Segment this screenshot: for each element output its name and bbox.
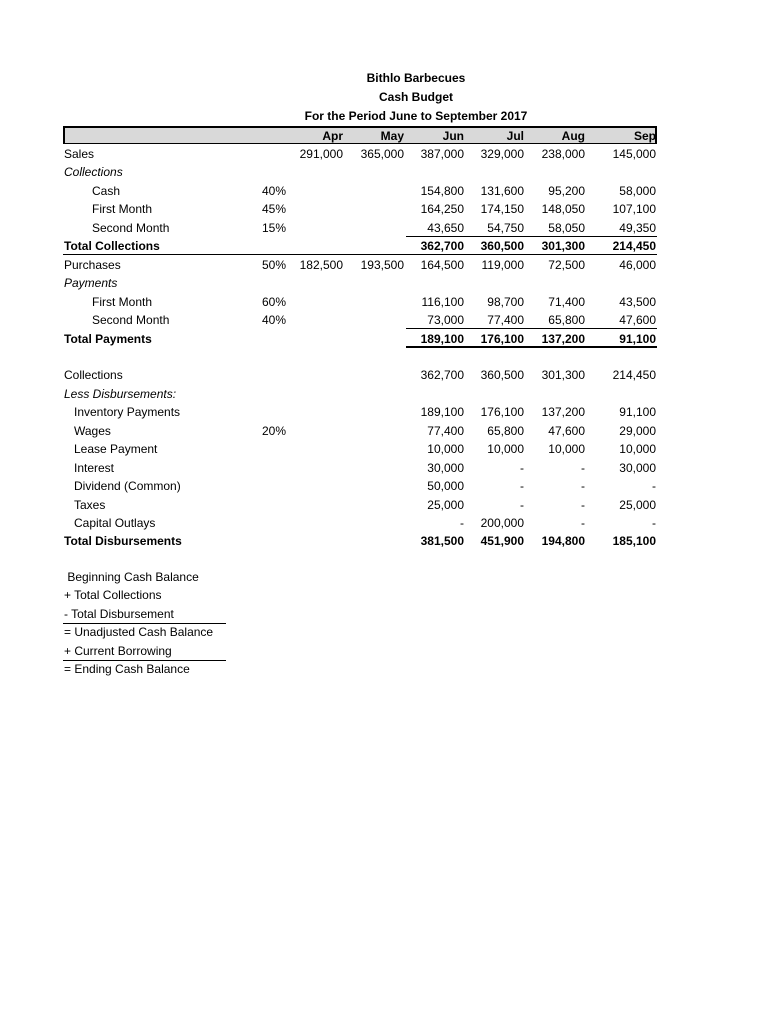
row-value: 58,050 — [548, 220, 585, 235]
row-percent: 40% — [262, 313, 287, 328]
row-value: - — [652, 479, 656, 494]
row-value: 174,150 — [480, 202, 524, 217]
row-value: - — [520, 479, 524, 494]
row-label: Dividend (Common) — [74, 479, 181, 494]
row-value: 182,500 — [299, 257, 343, 272]
payments-total-bottom-border — [406, 346, 657, 348]
row-label: Total Collections — [64, 239, 160, 254]
payments-total-underline — [406, 328, 657, 329]
summary-line: = Unadjusted Cash Balance — [64, 625, 214, 640]
row-value: 164,250 — [420, 202, 464, 217]
summary-line: = Ending Cash Balance — [64, 662, 190, 676]
row-value: - — [520, 497, 524, 512]
row-value: 301,300 — [541, 239, 585, 254]
row-value: 77,400 — [427, 423, 464, 438]
row-value: 362,700 — [420, 368, 464, 383]
row-value: 43,500 — [619, 294, 656, 309]
row-percent: 15% — [262, 220, 287, 235]
row-value: 193,500 — [360, 257, 404, 272]
row-value: 176,100 — [480, 331, 524, 346]
row-value: 148,050 — [541, 202, 585, 217]
row-value: 137,200 — [541, 405, 585, 420]
row-value: 50,000 — [427, 479, 464, 494]
summary-line: - Total Disbursement — [64, 606, 174, 621]
month-header: May — [380, 129, 404, 143]
row-value: 145,000 — [612, 147, 656, 161]
row-value: 71,400 — [548, 294, 585, 309]
row-value: 65,800 — [548, 313, 585, 328]
collections-total-bottom-border — [63, 254, 657, 255]
month-header: Jun — [442, 129, 464, 143]
row-value: 154,800 — [420, 183, 464, 198]
row-value: 119,000 — [481, 257, 524, 272]
row-label: Second Month — [92, 313, 170, 328]
month-header: Sep — [633, 129, 656, 143]
row-label: Collections — [64, 368, 123, 383]
row-value: 291,000 — [299, 147, 343, 161]
row-value: 137,200 — [541, 331, 585, 346]
row-value: 329,000 — [480, 147, 524, 161]
row-value: 381,500 — [420, 534, 464, 549]
row-value: 194,800 — [541, 534, 585, 549]
row-label: First Month — [92, 202, 153, 217]
row-percent: 45% — [262, 202, 287, 217]
row-value: 214,450 — [612, 239, 656, 254]
row-value: - — [581, 479, 585, 494]
row-label: Collections — [64, 165, 123, 180]
summary-line: + Total Collections — [64, 588, 162, 603]
row-label: Payments — [64, 276, 118, 291]
row-value: 10,000 — [427, 442, 464, 457]
row-value: 176,100 — [480, 405, 524, 420]
row-value: 58,000 — [619, 183, 656, 198]
row-value: 25,000 — [619, 497, 656, 512]
row-value: - — [581, 460, 585, 475]
row-value: 95,200 — [548, 183, 585, 198]
row-label: Inventory Payments — [74, 405, 181, 420]
row-label: Less Disbursements: — [64, 386, 177, 401]
row-value: 131,600 — [480, 183, 524, 198]
summary-line: Beginning Cash Balance — [64, 570, 199, 584]
row-value: - — [581, 516, 585, 530]
row-value: 91,100 — [619, 331, 656, 346]
row-value: 360,500 — [480, 239, 524, 254]
row-value: 30,000 — [427, 460, 464, 475]
row-value: 301,300 — [541, 368, 585, 383]
row-label: Purchases — [64, 257, 121, 272]
row-label: Wages — [74, 423, 111, 438]
row-label: Total Payments — [64, 331, 152, 346]
row-percent: 50% — [262, 257, 287, 272]
row-label: Lease Payment — [74, 442, 158, 457]
month-header: Apr — [322, 129, 343, 143]
row-value: 10,000 — [487, 442, 524, 457]
collections-total-underline — [406, 236, 657, 237]
row-value: 46,000 — [619, 257, 656, 272]
row-value: 189,100 — [420, 405, 464, 420]
row-value: 49,350 — [619, 220, 656, 235]
month-header: Jul — [506, 129, 524, 143]
row-label: Interest — [74, 460, 115, 475]
row-value: 98,700 — [487, 294, 524, 309]
row-label: Cash — [92, 183, 121, 198]
row-value: 238,000 — [541, 147, 585, 161]
row-value: 47,600 — [548, 423, 585, 438]
row-value: - — [520, 460, 524, 475]
row-value: 25,000 — [427, 497, 464, 512]
row-value: 365,000 — [360, 147, 404, 161]
row-value: 200,000 — [480, 516, 524, 530]
row-value: 43,650 — [427, 220, 464, 235]
row-value: 164,500 — [420, 257, 464, 272]
row-percent: 20% — [262, 423, 287, 438]
row-label: First Month — [92, 294, 153, 309]
row-label: Sales — [64, 147, 95, 161]
title-report: Cash Budget — [378, 90, 453, 104]
row-value: 116,100 — [421, 294, 464, 309]
row-percent: 40% — [262, 183, 287, 198]
row-value: 451,900 — [480, 534, 524, 549]
row-value: 10,000 — [548, 442, 585, 457]
row-value: 387,000 — [420, 147, 464, 161]
row-value: 360,500 — [480, 368, 524, 383]
row-value: 65,800 — [487, 423, 524, 438]
summary-line: + Current Borrowing — [64, 643, 172, 658]
row-value: 30,000 — [619, 460, 656, 475]
row-value: 214,450 — [612, 368, 656, 383]
row-value: 77,400 — [487, 313, 524, 328]
row-value: 185,100 — [612, 534, 656, 549]
row-value: 189,100 — [420, 331, 464, 346]
row-value: - — [460, 516, 464, 530]
row-label: Taxes — [74, 497, 106, 512]
row-value: 29,000 — [619, 423, 656, 438]
row-label: Total Disbursements — [64, 534, 182, 549]
month-header: Aug — [561, 129, 585, 143]
row-value: 10,000 — [619, 442, 656, 457]
row-value: 47,600 — [619, 313, 656, 328]
row-value: 73,000 — [427, 313, 464, 328]
row-label: Second Month — [92, 220, 170, 235]
row-value: 54,750 — [487, 220, 524, 235]
row-value: - — [652, 516, 656, 530]
row-percent: 60% — [262, 294, 287, 309]
row-value: 91,100 — [619, 405, 656, 420]
title-period: For the Period June to September 2017 — [304, 109, 528, 123]
row-value: 107,100 — [612, 202, 656, 217]
row-label: Capital Outlays — [74, 516, 156, 530]
row-value: 72,500 — [548, 257, 585, 272]
row-value: 362,700 — [420, 239, 464, 254]
title-company: Bithlo Barbecues — [366, 71, 466, 85]
row-value: - — [581, 497, 585, 512]
